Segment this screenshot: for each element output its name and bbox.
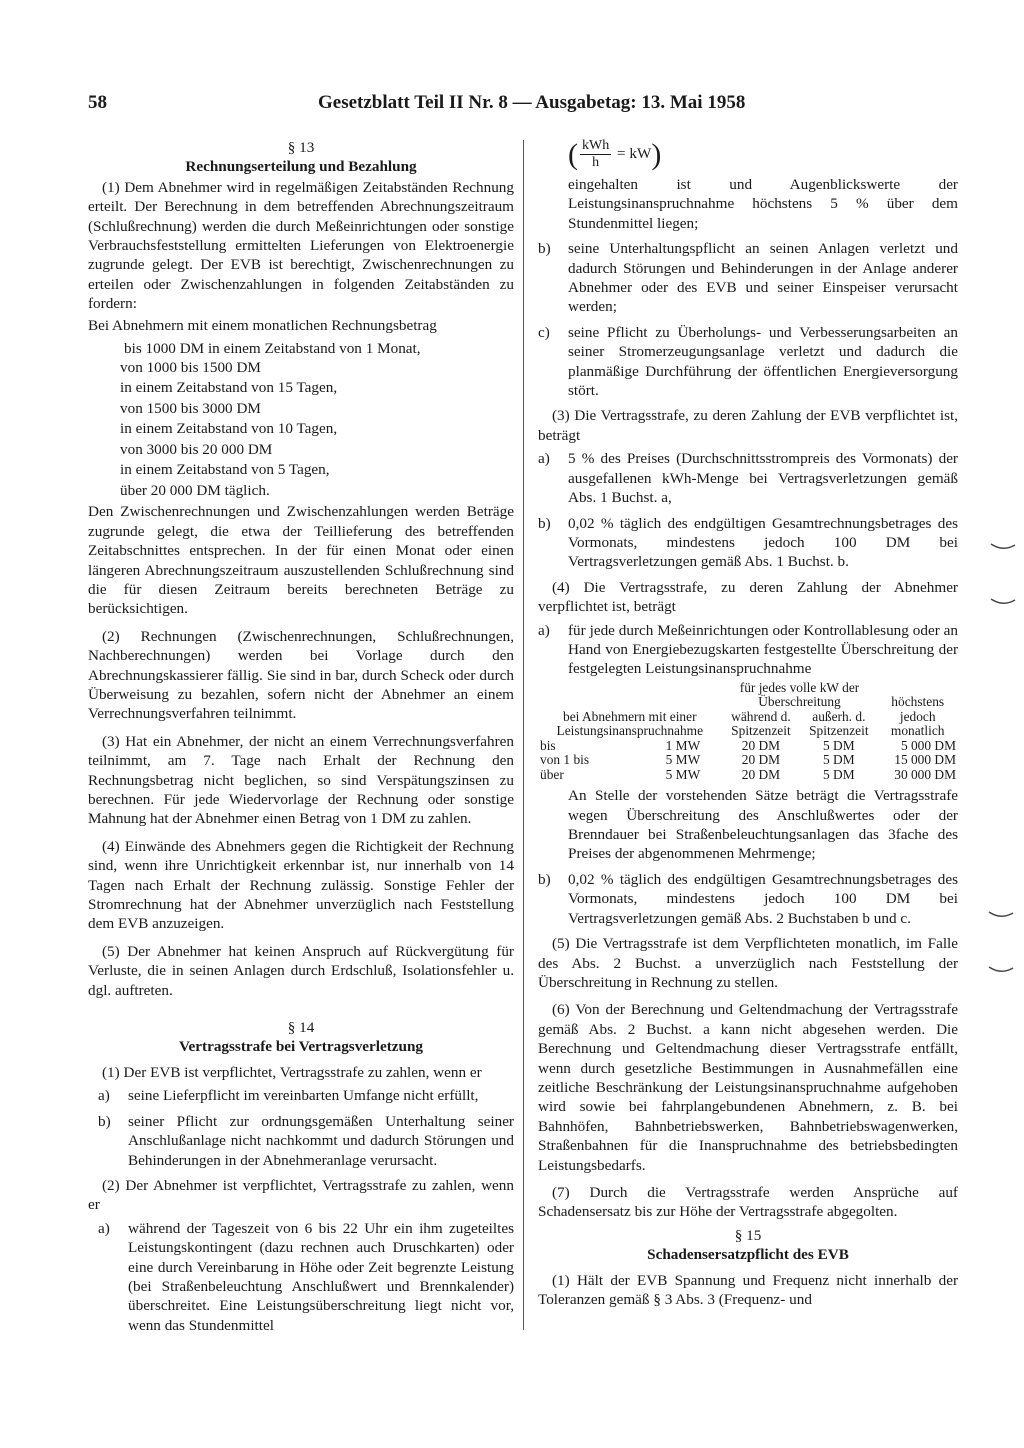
list-item-text: 5 % des Preises (Durchschnittsstrompreis des Vormonats) der ausgefallenen kWh-Menge bei Vertragsverletzungen gemäß Abs. 1 Buchst. a, xyxy=(568,450,958,507)
list-item xyxy=(538,323,958,401)
left-column xyxy=(88,138,514,1341)
s13-para-2: (2) Rechnungen (Zwischenrechnungen, Schlußrechnungen, Nachberechnungen) werden bei Vorlage durch den Abrechnungskassierer fällig. Sie sind in bar, durch Scheck oder durch Überweisung zu bezahlen, sofern nicht der Abnehmer an einem Verrechnungsverfahren teilnimmt. xyxy=(88,627,514,723)
list-item-label: b) xyxy=(98,1112,111,1130)
table-cell: 20 DM xyxy=(741,766,781,782)
table-cell: 15 000 DM xyxy=(894,752,956,768)
s13-para-3: (3) Hat ein Abnehmer, der nicht an einem Verrechnungsverfahren teilnimmt, am 7. Tage nach Erhalt der Rechnung den Rechnungsbetrag nicht beglichen, so sind Verspätungszinsen zu berechnen. Für jede Wiedervorlage der Rechnung oder sonstige Mahnung hat der Abnehmer einen Betrag von 1 DM zu zahlen. xyxy=(88,732,514,828)
table-cell: 1 MW xyxy=(665,737,701,753)
table-header: höchstens jedoch monatlich xyxy=(890,694,945,739)
running-head: Gesetzblatt Teil II Nr. 8 — Ausgabetag: 13. Mai 1958 xyxy=(318,92,746,113)
list-item-label: a) xyxy=(98,1087,110,1105)
margin-mark-icon xyxy=(990,542,1016,552)
table-row xyxy=(538,753,958,768)
table-group-header: für jedes volle kW der Überschreitung xyxy=(739,679,860,710)
list-item xyxy=(88,1086,514,1105)
formula-fraction xyxy=(580,138,611,171)
s15-para-1: (1) Hält der EVB Spannung und Frequenz nicht innerhalb der Toleranzen gemäß § 3 Abs. 3 (Frequenz- und xyxy=(538,1271,958,1308)
table-row xyxy=(538,739,958,754)
table-cell: 5 DM xyxy=(823,737,855,753)
list-item-text: eingehalten ist und Augenblickswerte der Leistungsinanspruchnahme höchstens 5 % über dem Stundenmittel liegen; xyxy=(568,176,958,232)
list-item xyxy=(538,514,958,572)
section-15-number: § 15 xyxy=(734,1226,762,1244)
list-item-label: a) xyxy=(98,1219,110,1237)
table-cell: 20 DM xyxy=(741,752,781,768)
list-item-text: für jede durch Meßeinrichtungen oder Kontrollablesung oder an Hand von Energiebezugskarten festgestellte Überschreitung der festgelegten Leistungsinanspruchnahme xyxy=(568,621,958,678)
list-item-text: 0,02 % täglich des endgültigen Gesamtrechnungsbetrages des Vormonats, mindestens jedoch 100 DM bei Vertragsverletzungen gemäß Abs. 1 Buchst. b. xyxy=(568,514,958,571)
list-item xyxy=(538,175,958,233)
amount-line: über 20 000 DM täglich. xyxy=(120,481,270,499)
table-cell: von 1 bis xyxy=(540,752,590,768)
right-column xyxy=(538,138,958,1317)
s14-para-5: (5) Die Vertragsstrafe ist dem Verpflichteten monatlich, im Falle des Abs. 2 Buchst. a unverzüglich nach Feststellung der Überschreitung in Rechnung zu stellen. xyxy=(538,935,958,991)
s14-para-4: (4) Die Vertragsstrafe, zu deren Zahlung der Abnehmer verpflichtet ist, beträgt xyxy=(538,578,958,616)
s13-para-1-lead: Bei Abnehmern mit einem monatlichen Rechnungsbetrag xyxy=(88,316,437,334)
table-row xyxy=(538,768,958,783)
list-item-label: a) xyxy=(538,621,550,639)
list-item-label: c) xyxy=(538,323,550,341)
s14-para-6: (6) Von der Berechnung und Geltendmachung der Vertragsstrafe gemäß Abs. 2 Buchst. a kann nicht abgesehen werden. Die Berechnung und Geltendmachung dieser Vertragsstrafe entfällt, wenn durch gesetzliche Bestimmungen in Ausnahmefällen eine zeitliche Beschränkung der Leistungsinanspruchnahme aufgehoben wird sowie bei fahrplangebundenen Abnehmern, z. B. bei Bahnhöfen, Bahnbetriebswerken, Bahnbetriebswagenwerken, Straßenbahnen für die Inanspruchnahme des betriebsbedingten Leistungsbedarfs. xyxy=(538,1001,958,1174)
table-header: außerh. d. Spitzenzeit xyxy=(809,708,869,739)
table-cell: 5 000 DM xyxy=(900,737,956,753)
formula-numerator: kWh xyxy=(582,138,610,153)
page-number: 58 xyxy=(88,92,107,113)
s14-para-2: (2) Der Abnehmer ist verpflichtet, Vertragsstrafe zu zahlen, wenn er xyxy=(88,1176,514,1214)
column-divider xyxy=(523,140,524,1330)
amount-line: in einem Zeitabstand von 15 Tagen, xyxy=(120,378,338,396)
list-item xyxy=(538,239,958,317)
amount-line: von 1500 bis 3000 DM xyxy=(120,400,261,418)
s13-para-5: (5) Der Abnehmer hat keinen Anspruch auf Rückvergütung für Verluste, die in seinen Anlagen durch Erdschluß, Isolationsfehler u. dgl. auftreten. xyxy=(88,942,514,999)
list-item xyxy=(88,1112,514,1170)
s14-para-7: (7) Durch die Vertragsstrafe werden Ansprüche auf Schadensersatz bis zur Höhe der Vertragsstrafe abgegolten. xyxy=(538,1183,958,1221)
table-header: bei Abnehmern mit einer Leistungsinanspruchnahme xyxy=(556,708,704,739)
s14-para-3: (3) Die Vertragsstrafe, zu deren Zahlung der EVB verpflichtet ist, beträgt xyxy=(538,407,958,444)
margin-mark-icon xyxy=(990,597,1016,607)
section-13-number: § 13 xyxy=(287,139,315,156)
table-cell: bis xyxy=(540,737,556,753)
section-14-title: Vertragsstrafe bei Vertragsverletzung xyxy=(178,1038,424,1056)
margin-mark-icon xyxy=(988,965,1014,975)
list-item xyxy=(88,1219,514,1335)
formula-denominator: h xyxy=(592,155,600,170)
list-item-label: b) xyxy=(538,514,551,532)
page-header xyxy=(88,92,968,118)
list-item xyxy=(538,449,958,507)
list-item-label: a) xyxy=(538,450,550,468)
section-15-title: Schadensersatzpflicht des EVB xyxy=(647,1246,849,1264)
list-item xyxy=(538,786,958,864)
table-cell: 5 DM xyxy=(823,766,855,782)
table-cell: 30 000 DM xyxy=(894,766,956,782)
section-14-number: § 14 xyxy=(287,1019,315,1037)
amount-line: von 3000 bis 20 000 DM xyxy=(120,441,273,459)
amount-line: in einem Zeitabstand von 5 Tagen, xyxy=(120,460,330,478)
list-item xyxy=(538,621,958,679)
table-cell: über xyxy=(540,766,564,782)
list-item-text: seine Pflicht zu Überholungs- und Verbesserungsarbeiten an seiner Stromerzeugungsanlage verletzt und dadurch die planmäßige Durchführung der öffentlichen Energieversorgung stört. xyxy=(568,323,958,400)
s13-para-1: (1) Dem Abnehmer wird in regelmäßigen Zeitabständen Rechnung erteilt. Der Berechnung in dem betreffenden Abrechnungszeitraum (Schlußrechnung) werden die durch Meßeinrichtungen oder sonstige Verbrauchsfeststellung ermittelten Lieferungen von Elektroenergie zugrunde gelegt. Der EVB ist berechtigt, Zwischenrechnungen zu erteilen oder Zwischenzahlungen in folgenden Zeitabständen zu fordern: xyxy=(88,178,514,313)
table-cell: 5 MW xyxy=(665,752,701,768)
s13-para-4: (4) Einwände des Abnehmers gegen die Richtigkeit der Rechnung sind, wenn ihre Unrichtigkeit erkennbar ist, nur innerhalb von 14 Tagen nach Erhalt der Rechnung zulässig. Sonstige Fehler der Stromrechnung hat der Abnehmer unverzüglich nach Feststellung dem EVB anzuzeigen. xyxy=(88,837,514,933)
list-item-text: An Stelle der vorstehenden Sätze beträgt die Vertragsstrafe wegen Überschreitung des Anschlußwertes oder der Brenndauer bei Straßenbeleuchtungsanlagen das 3fache des Preises der abgenommenen Mehrmenge; xyxy=(568,787,958,863)
list-item-text: seine Lieferpflicht im vereinbarten Umfange nicht erfüllt, xyxy=(128,1087,479,1105)
list-item-text: seine Unterhaltungspflicht an seinen Anlagen verletzt und dadurch Störungen und Behinderungen in der Anlage anderer Abnehmer oder des EVB und seiner Einspeiser verursacht werden; xyxy=(568,240,958,316)
list-item-label: b) xyxy=(538,240,551,258)
list-item-text: während der Tageszeit von 6 bis 22 Uhr ein ihm zugeteiltes Leistungskontingent (dazu rechnen auch Druschkarten) oder eine durch Vereinbarung in Höhe oder Zeit begrenzte Leistung (bei Straßenbeleuchtung Anschlußwert und Brennkalender) überschreitet. Eine Leistungsüberschreitung liegt nicht vor, wenn das Stundenmittel xyxy=(128,1219,514,1334)
list-item-text: 0,02 % täglich des endgültigen Gesamtrechnungsbetrages des Vormonats, mindestens jedoch 100 DM bei Vertragsverletzungen gemäß Abs. 2 Buchstaben b und c. xyxy=(568,870,958,927)
list-item-text: seiner Pflicht zur ordnungsgemäßen Unterhaltung seiner Anschlußanlage nicht nachkommt und dadurch Störungen und Behinderungen in der Abnehmeranlage verursacht. xyxy=(128,1112,514,1169)
table-cell: 20 DM xyxy=(741,737,781,753)
margin-mark-icon xyxy=(988,910,1014,920)
section-13-title: Rechnungserteilung und Bezahlung xyxy=(185,158,417,176)
table-cell: 5 DM xyxy=(823,752,855,768)
s14-para-1: (1) Der EVB ist verpflichtet, Vertragsstrafe zu zahlen, wenn er xyxy=(102,1063,482,1081)
amount-line: in einem Zeitabstand von 10 Tagen, xyxy=(120,419,338,437)
amount-line: bis 1000 DM in einem Zeitabstand von 1 Monat, xyxy=(124,340,421,358)
amount-line: von 1000 bis 1500 DM xyxy=(120,359,261,377)
formula-line: ( $\frac{\text{kWh}}{h}$ = kW) xyxy=(568,137,662,171)
s13-para-1-tail: Den Zwischenrechnungen und Zwischenzahlungen werden Beträge zugrunde gelegt, die etwa der Teillieferung des betreffenden Zeitabschnittes entsprechen. In der für einen Monat oder einen längeren Abrechnungszeitraum auszustellenden Schlußrechnung sind die für diesen Zeitraum bereits berechneten Beträge zu berücksichtigen. xyxy=(88,503,514,618)
table-cell: 5 MW xyxy=(665,766,701,782)
list-item xyxy=(538,870,958,928)
table-header: während d. Spitzenzeit xyxy=(731,708,791,739)
penalty-table xyxy=(538,681,958,783)
list-item-label: b) xyxy=(538,870,551,888)
formula-rhs: = kW xyxy=(617,144,652,162)
